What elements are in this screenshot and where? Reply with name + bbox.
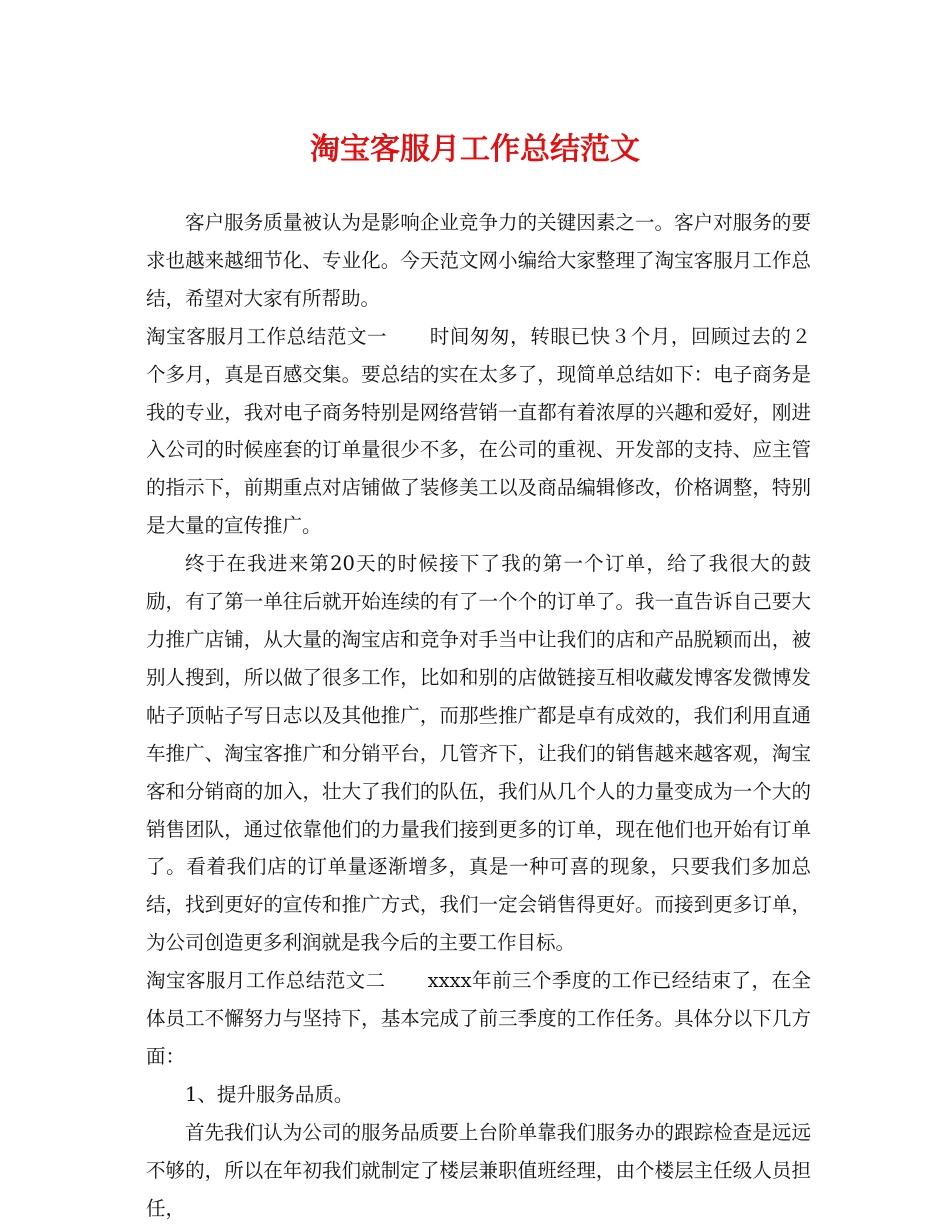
sample-one-heading: 淘宝客服月工作总结范文一 xyxy=(146,324,388,348)
sample-two-heading: 淘宝客服月工作总结范文二 xyxy=(146,969,386,993)
document-body xyxy=(146,204,811,1227)
list-item-one-paragraph: 首先我们认为公司的服务品质要上台阶单靠我们服务办的跟踪检查是远远不够的，所以在年初我们就制定了楼层兼职值班经理，由个楼层主任级人员担任， xyxy=(146,1120,811,1220)
sample-one-paragraph xyxy=(146,318,811,545)
sample-one-text: 时间匆匆，转眼已快３个月，回顾过去的２个多月，真是百感交集。要总结的实在太多了，现简单总结如下：电子商务是我的专业，我对电子商务特别是网络营销一直都有着浓厚的兴趣和爱好，刚进入公司的时候座套的订单量很少不多，在公司的重视、开发部的支持、应主管的指示下，前期重点对店铺做了装修美工以及商品编辑修改，价格调整，特别是大量的宣传推广。 xyxy=(146,324,811,538)
sample-one-paragraph-two: 终于在我进来第20天的时候接下了我的第一个订单，给了我很大的鼓励，有了第一单往后就开始连续的有了一个个的订单了。我一直告诉自己要大力推广店铺，从大量的淘宝店和竞争对手当中让我们的店和产品脱颖而出，被别人搜到，所以做了很多工作，比如和别的店做链接互相收藏发博客发微博发帖子顶帖子写日志以及其他推广，而那些推广都是卓有成效的，我们利用直通车推广、淘宝客推广和分销平台，几管齐下，让我们的销售越来越客观，淘宝客和分销商的加入，壮大了我们的队伍，我们从几个人的力量变成为一个大的销售团队，通过依靠他们的力量我们接到更多的订单，现在他们也开始有订单了。看着我们店的订单量逐渐增多，真是一种可喜的现象，只要我们多加总结，找到更好的宣传和推广方式，我们一定会销售得更好。而接到更多订单，为公司创造更多利润就是我今后的主要工作目标。 xyxy=(146,552,811,955)
intro-paragraph: 客户服务质量被认为是影响企业竞争力的关键因素之一。客户对服务的要求也越来越细节化、专业化。今天范文网小编给大家整理了淘宝客服月工作总结，希望对大家有所帮助。 xyxy=(146,211,811,310)
sample-two-paragraph xyxy=(146,962,811,1076)
sample-two-text: xxxx年前三个季度的工作已经结束了，在全体员工不懈努力与坚持下，基本完成了前三季度的工作任务。具体分以下几方面： xyxy=(146,969,811,1068)
document-title: 淘宝客服月工作总结范文 xyxy=(310,132,640,167)
list-item-one: 1、提升服务品质。 xyxy=(185,1082,354,1106)
